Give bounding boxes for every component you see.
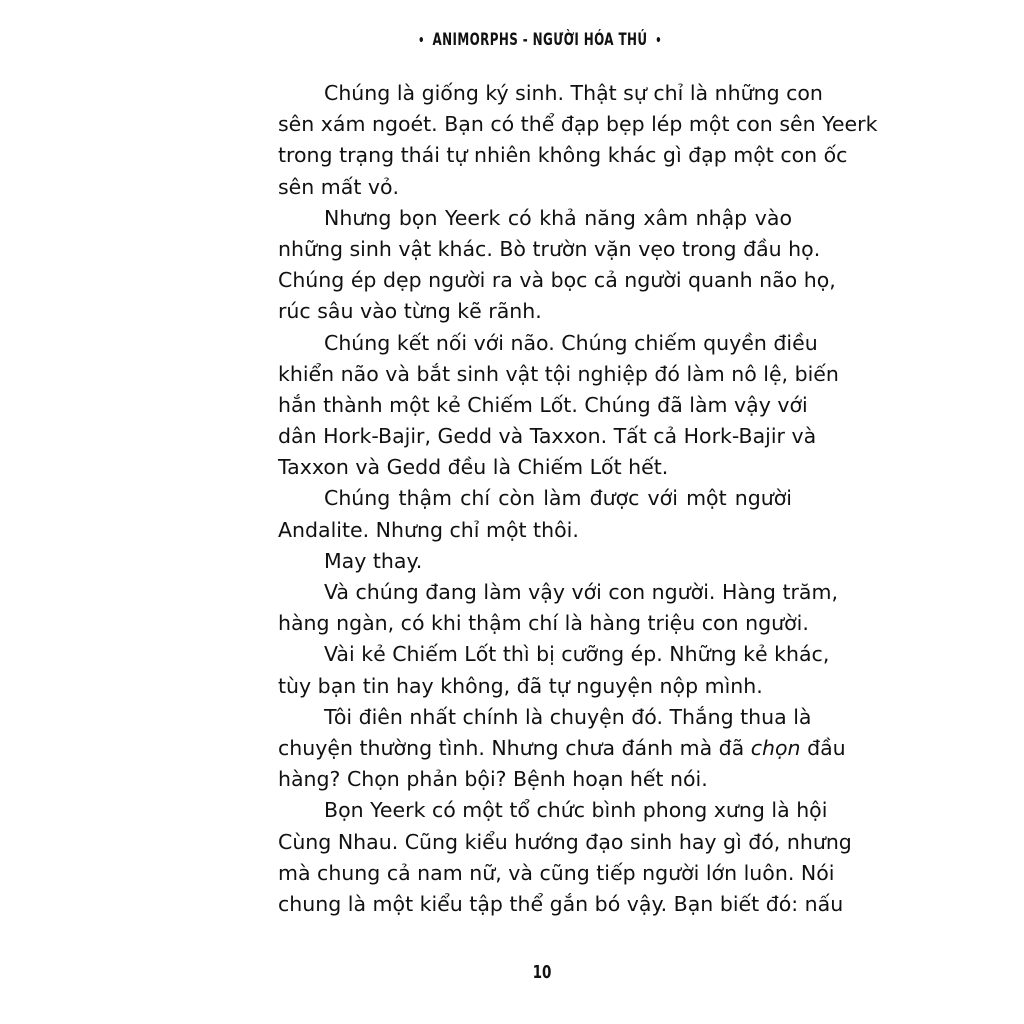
header-title: ANIMORPHS - NGƯỜI HÓA THÚ — [432, 30, 648, 50]
text-line: Nhưng bọn Yeerk có khả năng xâm nhập vào — [324, 205, 792, 230]
text-line: hàng ngàn, có khi thậm chí là hàng triệu con người. — [278, 611, 809, 636]
text-line: những sinh vật khác. Bò trườn vặn vẹo trong đầu họ. — [278, 236, 821, 261]
text-line: Andalite. Nhưng chỉ một thôi. — [278, 517, 579, 542]
text-line: chung là một kiểu tập thể gắn bó vậy. Bạn biết đó: nấu — [278, 891, 844, 916]
page-number: 10 — [532, 962, 552, 983]
text-line: Và chúng đang làm vậy với con người. Hàng trăm, — [324, 580, 838, 604]
text-line: sên xám ngoét. Bạn có thể đạp bẹp lép một con sên Yeerk — [278, 112, 878, 137]
text-line-part: đầu — [800, 735, 846, 760]
text-line-with-emphasis — [278, 733, 846, 764]
text-line: rúc sâu vào từng kẽ rãnh. — [278, 299, 542, 324]
text-line: Tôi điên nhất chính là chuyện đó. Thắng thua là — [324, 704, 812, 729]
text-line: hàng? Chọn phản bội? Bệnh hoạn hết nói. — [278, 767, 708, 792]
emphasized-word: chọn — [750, 735, 801, 760]
text-line: hắn thành một kẻ Chiếm Lốt. Chúng đã làm vậy với — [278, 392, 808, 417]
text-line: Chúng thậm chí còn làm được với một người — [324, 486, 792, 511]
text-line: trong trạng thái tự nhiên không khác gì đạp một con ốc — [278, 143, 848, 168]
text-line: Chúng kết nối với não. Chúng chiếm quyền điều — [324, 330, 818, 355]
text-line: Vài kẻ Chiếm Lốt thì bị cưỡng ép. Những kẻ khác, — [324, 642, 830, 667]
header-bullet-right: • — [655, 33, 662, 49]
text-line: khiển não và bắt sinh vật tội nghiệp đó làm nô lệ, biến — [278, 361, 839, 386]
text-line: May thay. — [324, 548, 423, 573]
text-line: Cùng Nhau. Cũng kiểu hướng đạo sinh hay gì đó, nhưng — [278, 829, 852, 854]
text-line-part: chuyện thường tình. Nhưng chưa đánh mà đã — [278, 735, 751, 760]
text-line: Chúng ép dẹp người ra và bọc cả người quanh não họ, — [278, 268, 836, 293]
body-text — [278, 78, 878, 920]
text-line: mà chung cả nam nữ, và cũng tiếp người lớn luôn. Nói — [278, 860, 835, 885]
header-bullet-left: • — [418, 33, 425, 49]
running-header — [119, 30, 918, 50]
text-line: Taxxon và Gedd đều là Chiếm Lốt hết. — [278, 455, 669, 480]
text-line: dân Hork-Bajir, Gedd và Taxxon. Tất cả Hork-Bajir và — [278, 424, 817, 449]
text-line: sên mất vỏ. — [278, 174, 400, 199]
text-line: Chúng là giống ký sinh. Thật sự chỉ là những con — [324, 81, 823, 105]
text-line: Bọn Yeerk có một tổ chức bình phong xưng là hội — [324, 798, 828, 823]
text-line: tùy bạn tin hay không, đã tự nguyện nộp mình. — [278, 673, 763, 698]
